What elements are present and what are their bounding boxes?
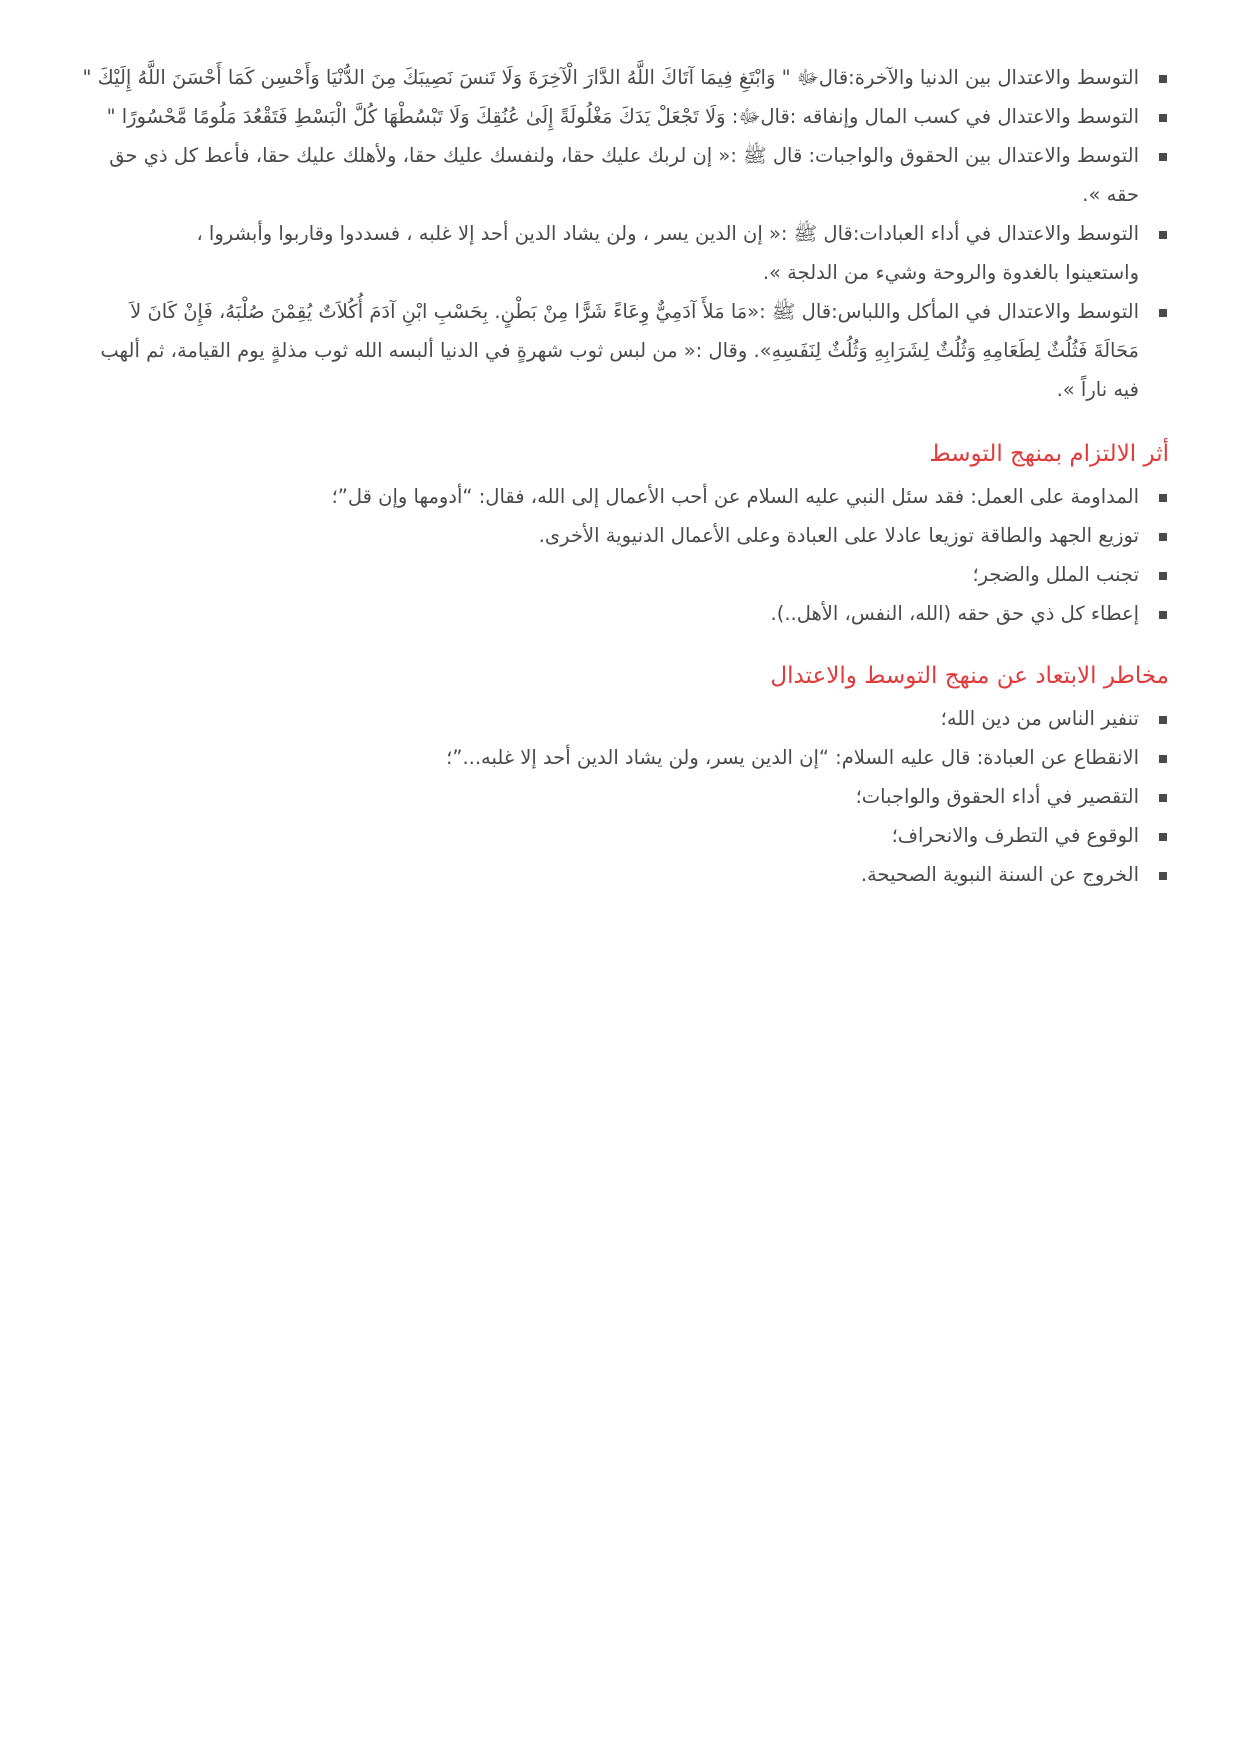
list-item: إعطاء كل ذي حق حقه (الله، النفس، الأهل..). [79, 594, 1169, 633]
list-item: التوسط والاعتدال بين الحقوق والواجبات: قال ﷺ :« إن لربك عليك حقا، ولنفسك عليك حقا، ولأهلك عليك حقا، فأعط كل ذي حق حقه ». [79, 136, 1169, 214]
effects-list [79, 477, 1169, 633]
list-item: تنفير الناس من دين الله؛ [79, 699, 1169, 738]
list-item: المداومة على العمل: فقد سئل النبي عليه السلام عن أحب الأعمال إلى الله، فقال: “أدومها وإن قل”؛ [79, 477, 1169, 516]
list-item: الانقطاع عن العبادة: قال عليه السلام: “إن الدين يسر، ولن يشاد الدين أحد إلا غلبه...”؛ [79, 738, 1169, 777]
list-item: تجنب الملل والضجر؛ [79, 555, 1169, 594]
effects-heading: أثر الالتزام بمنهج التوسط [929, 441, 1169, 467]
moderation-list [79, 58, 1169, 409]
list-item: التقصير في أداء الحقوق والواجبات؛ [79, 777, 1169, 816]
list-item: الخروج عن السنة النبوية الصحيحة. [79, 855, 1169, 894]
list-item: التوسط والاعتدال في المأكل واللباس:قال ﷺ :«مَا مَلأَ آدَمِيٌّ وِعَاءً شَرًّا مِنْ بَطْنٍ. بِحَسْبِ ابْنِ آدَمَ أُكُلاَتٌ يُقِمْنَ صُلْبَهُ، فَإِنْ كَانَ لاَ مَحَالَةَ فَثُلُثٌ لِطَعَامِهِ وَثُلُثٌ لِشَرَابِهِ وَثُلُثٌ لِنَفَسِهِ». وقال :« من لبس ثوب شهرةٍ في الدنيا ألبسه الله ثوب مذلةٍ يوم القيامة، ثم ألهب فيه ناراً ». [79, 292, 1169, 409]
list-item: التوسط والاعتدال بين الدنيا والآخرة:قالﷻ " وَابْتَغِ فِيمَا آتَاكَ اللَّهُ الدَّارَ الْآخِرَةَ وَلَا تَنسَ نَصِيبَكَ مِنَ الدُّنْيَا وَأَحْسِن كَمَا أَحْسَنَ اللَّهُ إِلَيْكَ " [79, 58, 1169, 97]
dangers-heading: مخاطر الابتعاد عن منهج التوسط والاعتدال [770, 663, 1169, 689]
list-item: توزيع الجهد والطاقة توزيعا عادلا على العبادة وعلى الأعمال الدنيوية الأخرى. [79, 516, 1169, 555]
list-item: التوسط والاعتدال في كسب المال وإنفاقه :قالﷻ: وَلَا تَجْعَلْ يَدَكَ مَغْلُولَةً إِلَىٰ عُنُقِكَ وَلَا تَبْسُطْهَا كُلَّ الْبَسْطِ فَتَقْعُدَ مَلُومًا مَّحْسُورًا " [79, 97, 1169, 136]
list-item: الوقوع في التطرف والانحراف؛ [79, 816, 1169, 855]
document-page [79, 58, 1169, 894]
list-item: التوسط والاعتدال في أداء العبادات:قال ﷺ :« إن الدين يسر ، ولن يشاد الدين أحد إلا غلبه ، فسددوا وقاربوا وأبشروا ، واستعينوا بالغدوة والروحة وشيء من الدلجة ». [79, 214, 1169, 292]
dangers-list [79, 699, 1169, 894]
